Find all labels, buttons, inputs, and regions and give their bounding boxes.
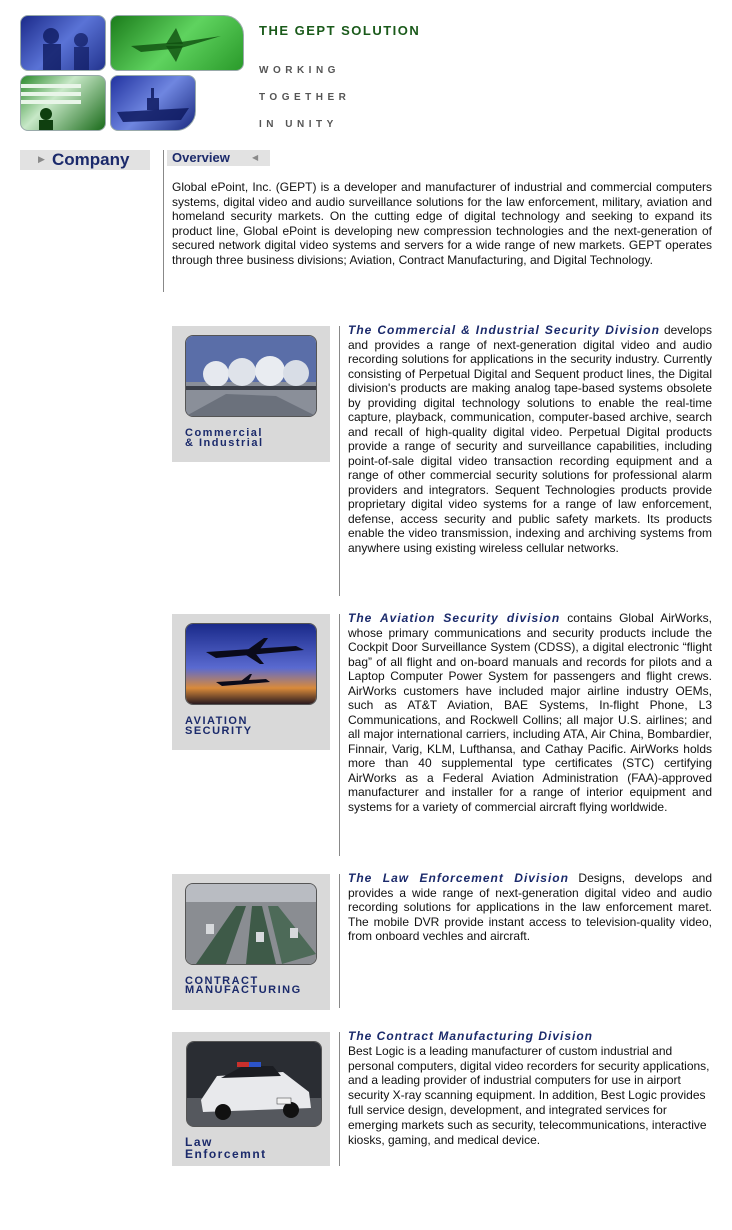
header-photo-flag [20, 75, 106, 131]
contract-caption-1: CONTRACT [185, 975, 259, 987]
vertical-divider [163, 150, 164, 292]
division-divider [339, 326, 340, 596]
division-panel-law [172, 1032, 330, 1166]
division-body: contains Global AirWorks, whose primary communications and security products include the Cockpit Door Surveillance System (CDSS), a digital electronic “flight bag” of all flight and on-board manuals and records for pilots and a Laptop Computer Power System for passengers and flight crews. AirWorks customers have included major airline industry OEMs, such as AT&T Aviation, BAE Systems, In-flight Phone, L3 Communications, and Rockwell Collins; all major U.S. airlines; and all major international carriers, including ATA, Air China, Bombardier, Finnair, Varig, KLM, Lufthansa, and Cathay Pacific. AirWorks holds more than 40 supplemental type certificates (STC) certifying AirWorks as a Federal Aviation Administration (FAA)-approved manufacturer and installer for a range of interior equipment and systems for a variety of commercial aircraft flying worldwide. [348, 611, 712, 814]
jets-image [111, 16, 243, 70]
law-photo [186, 1041, 322, 1127]
division-text-commercial [348, 323, 712, 555]
aviation-caption-2: SECURITY [185, 725, 253, 737]
division-body: Designs, develops and provides a wide range of next-generation digital video and audio recording solutions for applications in the law enforcement maret. The mobile DVR provide instant access to television-quality video, from onboard vechles and aircraft. [348, 871, 713, 943]
division-text-aviation [348, 611, 712, 814]
commercial-caption-2: & Industrial [185, 437, 264, 449]
header-photo-ship [110, 75, 196, 131]
division-title: The Commercial & Industrial Security Division [348, 323, 660, 337]
intro-paragraph: Global ePoint, Inc. (GEPT) is a developer and manufacturer of industrial and commercial computers systems, digital video and audio surveillance solutions for the law enforcement, military, aviation and homeland security markets. On the cutting edge of digital technology and seeking to expand its product line, Global ePoint is developing new compression technologies and the next-generation of secured network digital video systems and servers for a wide range of new markets. GEPT operates through three business divisions; Aviation, Contract Manufacturing, and Digital Technology. [172, 180, 712, 267]
division-divider [339, 614, 340, 856]
division-title: The Law Enforcement Division [348, 871, 569, 885]
company-nav-tab[interactable] [20, 150, 150, 170]
division-panel-commercial [172, 326, 330, 462]
flag-soldier-image [21, 76, 105, 130]
overview-label: Overview [172, 150, 230, 165]
division-panel-contract [172, 874, 330, 1010]
division-title: The Contract Manufacturing Division [348, 1029, 594, 1043]
factory-line-image [186, 884, 316, 964]
aviation-photo [185, 623, 317, 705]
header-photo-jets [110, 15, 244, 71]
motto-line-3: IN UNITY [259, 119, 338, 130]
motto-line-2: TOGETHER [259, 92, 351, 103]
overview-tab[interactable] [167, 150, 270, 166]
police-car-image [187, 1042, 321, 1126]
division-panel-aviation [172, 614, 330, 750]
ship-image [111, 76, 195, 130]
law-caption-2: Enforcemnt [185, 1147, 267, 1161]
division-body: develops and provides a range of next-generation digital video and audio recording solutions for applications in the security industry. Currently consisting of Perpetual Digital and Sequent product lines, the Digital division's products are making analog tape-based systems obsolete by providing digital technology solutions to enable the real-time capture, playback, communication, computer-based archive, search and recall of high-quality digital video. Perpetual Digital products provide a range of security and surveillance capabilities, including point-of-sale digital video transaction recording equipment and a range of other commercial security solutions for professional alarm providers and integrators. Sequent Technologies products provide proprietary digital video systems for a range of law enforcement, defense, access security and public safety markets. Its products enable the video transmission, indexing and archiving systems from anywhere using existing wireless cellular networks. [348, 323, 712, 555]
triangle-right-icon: ▶ [38, 154, 45, 164]
soldiers-image [21, 16, 105, 70]
division-body: Best Logic is a leading manufacturer of custom industrial and personal computers, digital video recorders for security applications, and a leading provider of industrial computers for use in airport security X-ray scanning equipment. In addition, Best Logic provides full service design, development, and integrated services for emerging markets such as security, telecommunications, interactive kiosks, gaming, and medical device. [348, 1043, 710, 1147]
page-title: THE GEPT SOLUTION [259, 23, 421, 38]
header-photo-soldiers [20, 15, 106, 71]
aviation-caption-1: AVIATION [185, 715, 248, 727]
division-title: The Aviation Security division [348, 611, 561, 625]
commercial-photo [185, 335, 317, 417]
aircraft-sunset-image [186, 624, 316, 704]
contract-caption-2: MANUFACTURING [185, 984, 302, 996]
division-text-lawenforcement [348, 871, 712, 944]
motto-line-1: WORKING [259, 65, 340, 76]
storage-tanks-image [186, 336, 316, 416]
division-divider [339, 874, 340, 1008]
triangle-left-icon: ◀ [252, 153, 259, 162]
law-caption-1: Law [185, 1135, 213, 1149]
division-text-contract [348, 1029, 720, 1147]
contract-photo [185, 883, 317, 965]
company-label: Company [52, 150, 130, 169]
division-divider [339, 1032, 340, 1166]
commercial-caption-1: Commercial [185, 427, 263, 439]
